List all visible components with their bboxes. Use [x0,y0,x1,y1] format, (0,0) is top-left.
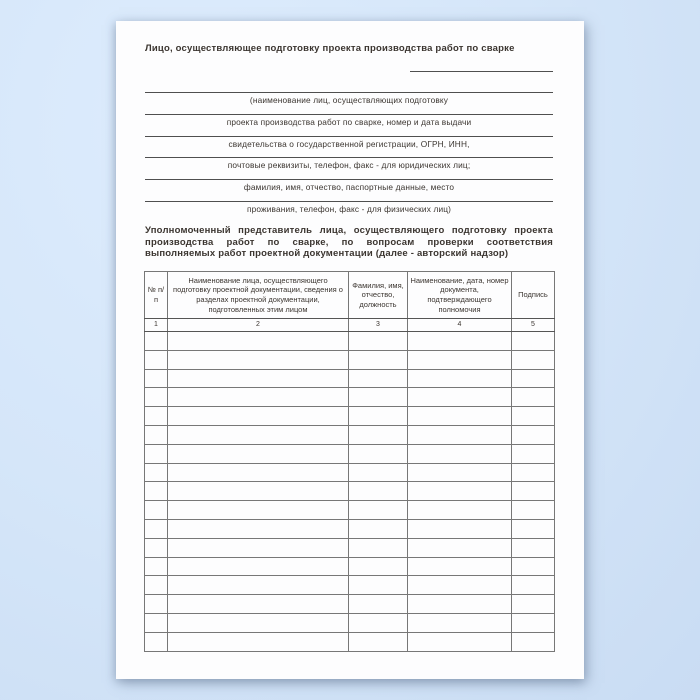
table-cell-empty [168,350,349,369]
field-caption: фамилия, имя, отчество, паспортные данные, место [243,182,455,193]
header-cell-person-name: Наименование лица, осуществляющего подготовку проектной документации, сведения о разделах проектной документации, подготовленных этим лицом [168,272,349,319]
field-caption: (наименование лиц, осуществляющих подготовку [249,95,449,105]
table-cell-empty [168,538,349,557]
table-cell-empty [168,595,349,614]
header-cell-signature: Подпись [512,272,555,319]
signature-rule [145,179,553,180]
table-row [145,444,555,463]
table-cell-empty [349,519,408,538]
form-field-line [145,114,553,136]
table-cell-empty [145,482,168,501]
table-cell-empty [145,369,168,388]
table-row [145,463,555,482]
table-cell-empty [408,519,512,538]
table-cell-empty [408,425,512,444]
column-number-cell: 3 [349,319,408,332]
table-cell-empty [349,538,408,557]
table-cell-empty [145,576,168,595]
table-cell-empty [168,332,349,351]
form-field-line [145,201,553,223]
table-cell-empty [349,407,408,426]
table-cell-empty [349,425,408,444]
table-cell-empty [408,332,512,351]
table-cell-empty [408,482,512,501]
representatives-table [144,271,555,652]
table-row [145,595,555,614]
table-cell-empty [168,425,349,444]
column-number-cell: 2 [168,319,349,332]
table-cell-empty [349,613,408,632]
table-cell-empty [168,557,349,576]
table-cell-empty [349,463,408,482]
table-cell-empty [168,407,349,426]
table-cell-empty [408,538,512,557]
table-cell-empty [168,482,349,501]
header-cell-number: № п/п [145,272,168,319]
table-cell-empty [349,388,408,407]
signature-rule-short [410,71,553,72]
table-row [145,407,555,426]
table-cell-empty [408,595,512,614]
signature-rule [145,114,553,115]
form-field-line [145,136,553,158]
table-cell-empty [408,613,512,632]
table-row [145,501,555,520]
table-row [145,350,555,369]
table-cell-empty [512,595,555,614]
table-cell-empty [145,425,168,444]
table-cell-empty [168,501,349,520]
field-caption: почтовые реквизиты, телефон, факс - для юридических лиц; [227,160,471,171]
table-row [145,369,555,388]
column-numbering-row [145,319,555,332]
signature-rule [145,92,553,93]
signature-rule [145,201,553,202]
table-cell-empty [512,632,555,651]
table-cell-empty [145,557,168,576]
table-row [145,482,555,501]
table-cell-empty [168,613,349,632]
table-cell-empty [512,482,555,501]
table-cell-empty [145,332,168,351]
table-cell-empty [512,444,555,463]
table-row [145,576,555,595]
table-cell-empty [168,388,349,407]
table-cell-empty [349,482,408,501]
header-cell-fio: Фамилия, имя, отчество, должность [349,272,408,319]
table-cell-empty [349,632,408,651]
table-cell-empty [145,519,168,538]
table-cell-empty [512,519,555,538]
table-cell-empty [512,407,555,426]
table-cell-empty [408,369,512,388]
table-cell-empty [408,444,512,463]
table-cell-empty [512,425,555,444]
table-cell-empty [512,463,555,482]
header-cell-document: Наименование, дата, номер документа, подтверждающего полномочия [408,272,512,319]
table-cell-empty [512,538,555,557]
table-cell-empty [168,463,349,482]
table-cell-empty [168,632,349,651]
column-number-cell: 1 [145,319,168,332]
table-cell-empty [145,463,168,482]
table-cell-empty [168,519,349,538]
table-cell-empty [408,350,512,369]
table-row [145,332,555,351]
table-cell-empty [145,350,168,369]
field-caption: проживания, телефон, факс - для физических лиц) [246,203,452,214]
table-cell-empty [349,332,408,351]
table-cell-empty [408,501,512,520]
table-row [145,557,555,576]
table-cell-empty [408,632,512,651]
table-cell-empty [408,388,512,407]
table-row [145,519,555,538]
table-cell-empty [145,613,168,632]
table-cell-empty [512,576,555,595]
table-cell-empty [349,444,408,463]
table-cell-empty [349,595,408,614]
table-cell-empty [145,501,168,520]
representatives-table-wrap [144,271,554,652]
table-cell-empty [168,576,349,595]
table-cell-empty [512,613,555,632]
form-field-line [145,92,553,114]
form-field-line [145,157,553,179]
table-cell-empty [145,538,168,557]
table-cell-empty [408,576,512,595]
table-header-row [145,272,555,319]
table-cell-empty [512,350,555,369]
table-row [145,632,555,651]
table-cell-empty [349,557,408,576]
column-number-cell: 5 [512,319,555,332]
table-row [145,425,555,444]
table-cell-empty [512,332,555,351]
field-caption: свидетельства о государственной регистрации, ОГРН, ИНН, [228,138,470,149]
table-cell-empty [145,388,168,407]
table-cell-empty [349,369,408,388]
table-cell-empty [349,350,408,369]
table-cell-empty [408,407,512,426]
form-caption-lines [145,92,553,223]
table-cell-empty [512,369,555,388]
table-cell-empty [349,501,408,520]
table-cell-empty [349,576,408,595]
document-page [116,21,584,679]
signature-rule [145,157,553,158]
table-cell-empty [168,369,349,388]
signature-rule [145,136,553,137]
table-cell-empty [145,595,168,614]
table-cell-empty [408,557,512,576]
form-field-line [145,179,553,201]
table-row [145,538,555,557]
table-cell-empty [145,407,168,426]
document-title: Лицо, осуществляющее подготовку проекта производства работ по сварке [145,43,515,54]
field-caption: проекта производства работ по сварке, номер и дата выдачи [226,116,472,127]
table-cell-empty [512,557,555,576]
table-cell-empty [408,463,512,482]
table-cell-empty [168,444,349,463]
table-cell-empty [145,632,168,651]
table-row [145,613,555,632]
authorized-representative-paragraph: Уполномоченный представитель лица, осуществляющего подготовку проекта производства работ по сварке, по вопросам проверки соответствия выполняемых работ проектной документации (далее - авторский надзор) [145,225,553,260]
table-row [145,388,555,407]
table-body [145,332,555,652]
table-cell-empty [512,501,555,520]
table-cell-empty [145,444,168,463]
table-cell-empty [512,388,555,407]
column-number-cell: 4 [408,319,512,332]
